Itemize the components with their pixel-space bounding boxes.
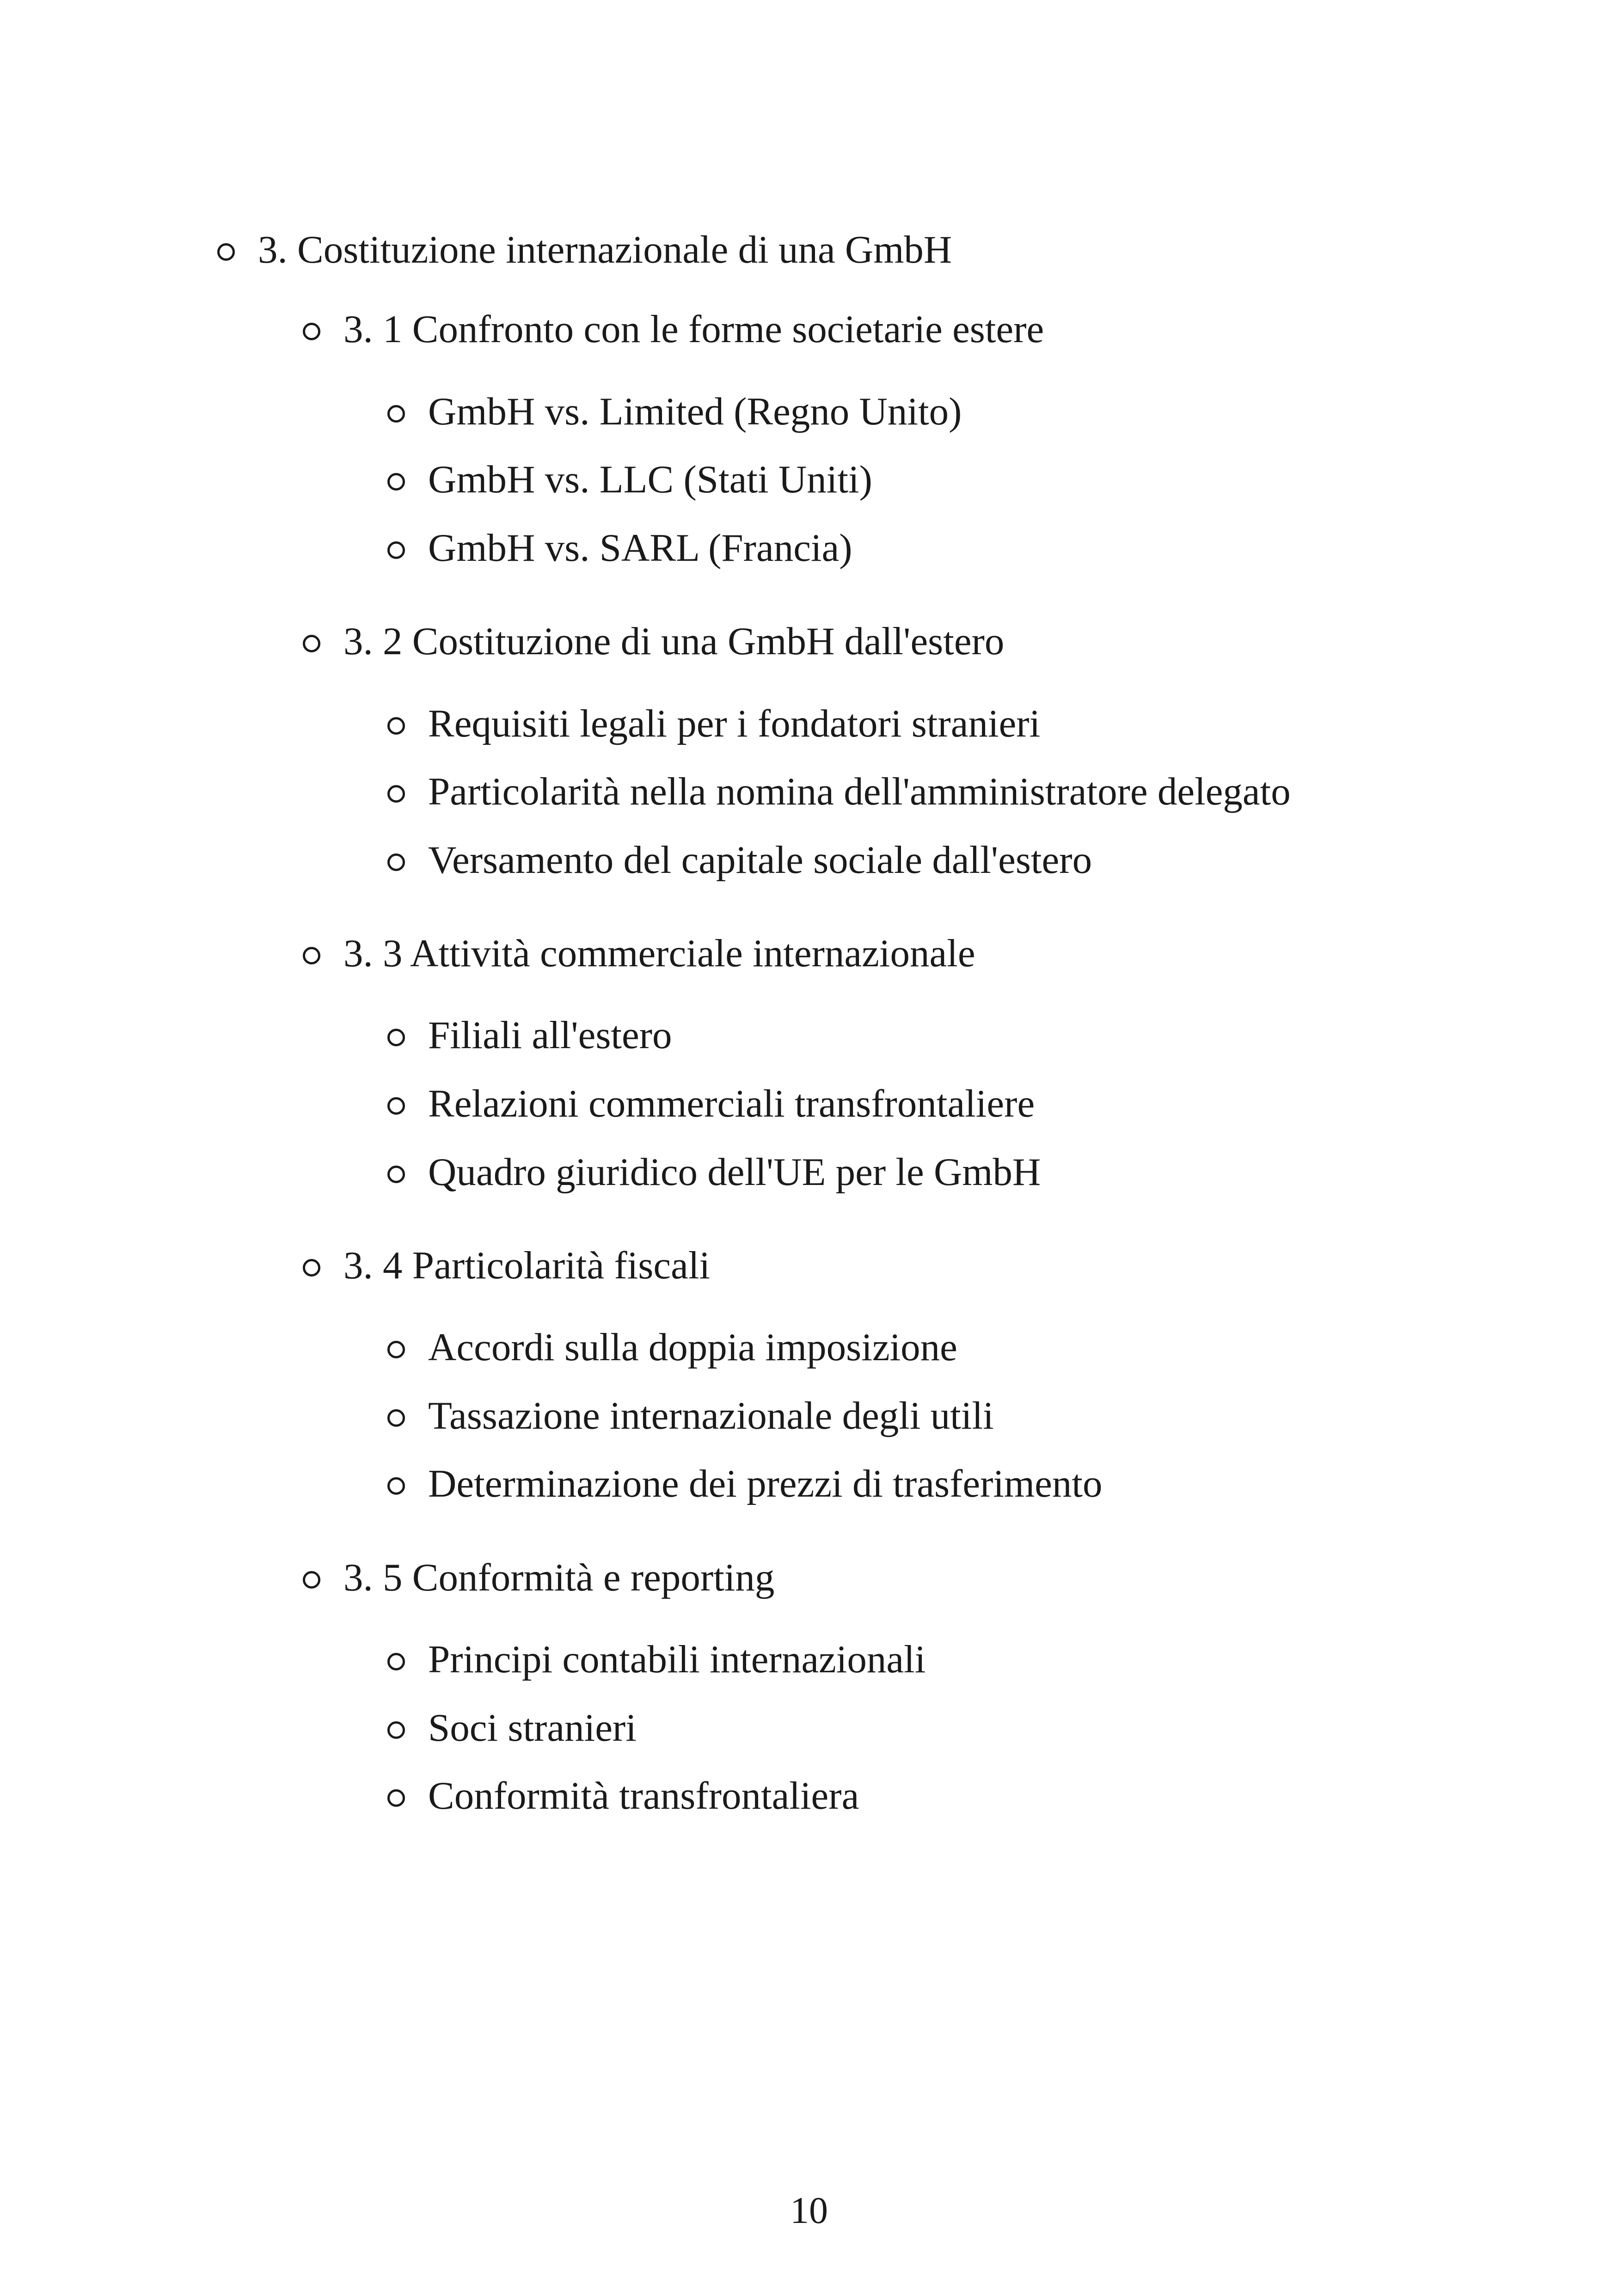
list-item-text: Requisiti legali per i fondatori stranieri bbox=[428, 702, 1041, 745]
hollow-bullet-icon bbox=[387, 1721, 405, 1739]
hollow-bullet-icon bbox=[387, 405, 405, 423]
list-item-text: Relazioni commerciali transfrontaliere bbox=[428, 1082, 1035, 1125]
section-title-3-2 bbox=[303, 622, 1004, 661]
list-item bbox=[387, 1150, 1041, 1194]
hollow-bullet-icon bbox=[387, 1409, 405, 1427]
hollow-bullet-icon bbox=[387, 541, 405, 559]
list-item bbox=[387, 1013, 672, 1057]
section-title-text: 3. 1 Confronto con le forme societarie estere bbox=[343, 307, 1044, 351]
page-number: 10 bbox=[790, 2189, 828, 2231]
list-item bbox=[387, 528, 852, 568]
list-item-text: Accordi sulla doppia imposizione bbox=[428, 1326, 957, 1369]
hollow-bullet-icon bbox=[387, 853, 405, 871]
hollow-bullet-icon bbox=[303, 635, 320, 652]
hollow-bullet-icon bbox=[387, 1789, 405, 1807]
list-item-text: GmbH vs. LLC (Stati Uniti) bbox=[428, 458, 872, 501]
list-item bbox=[387, 1464, 1103, 1504]
list-item bbox=[387, 1708, 637, 1748]
list-item bbox=[387, 392, 962, 431]
section-title-text: 3. 4 Particolarità fiscali bbox=[343, 1244, 711, 1287]
hollow-bullet-icon bbox=[303, 1259, 320, 1277]
list-item bbox=[387, 1328, 957, 1367]
list-item-text: Determinazione dei prezzi di trasferimento bbox=[428, 1462, 1103, 1505]
list-item bbox=[387, 1084, 1035, 1123]
hollow-bullet-icon bbox=[387, 1653, 405, 1670]
section-title-3-4 bbox=[303, 1246, 710, 1285]
hollow-bullet-icon bbox=[387, 1341, 405, 1358]
section-title-3-1 bbox=[303, 307, 1044, 351]
hollow-bullet-icon bbox=[387, 1477, 405, 1495]
hollow-bullet-icon bbox=[387, 785, 405, 803]
hollow-bullet-icon bbox=[303, 323, 320, 340]
hollow-bullet-icon bbox=[387, 1166, 405, 1183]
hollow-bullet-icon bbox=[303, 1571, 320, 1589]
outline-heading bbox=[217, 230, 952, 270]
section-title-text: 3. 3 Attività commerciale internazionale bbox=[343, 932, 975, 975]
list-item-text: Conformità transfrontaliera bbox=[428, 1774, 859, 1817]
hollow-bullet-icon bbox=[387, 717, 405, 735]
section-title-3-3 bbox=[303, 934, 975, 973]
list-item bbox=[387, 704, 1040, 743]
hollow-bullet-icon bbox=[387, 1029, 405, 1046]
list-item bbox=[387, 1640, 925, 1679]
list-item bbox=[387, 460, 872, 499]
list-item-text: Filiali all'estero bbox=[428, 1013, 672, 1057]
list-item bbox=[387, 838, 1092, 882]
hollow-bullet-icon bbox=[387, 1097, 405, 1115]
hollow-bullet-icon bbox=[217, 243, 235, 261]
list-item bbox=[387, 1776, 859, 1816]
outline-heading-text: 3. Costituzione internazionale di una GmbH bbox=[258, 228, 952, 271]
list-item-text: GmbH vs. SARL (Francia) bbox=[428, 526, 852, 570]
list-item-text: Soci stranieri bbox=[428, 1706, 637, 1750]
list-item bbox=[387, 1396, 994, 1436]
list-item-text: Particolarità nella nomina dell'amministratore delegato bbox=[428, 770, 1291, 813]
section-title-3-5 bbox=[303, 1558, 774, 1597]
list-item bbox=[387, 772, 1291, 811]
list-item-text: Tassazione internazionale degli utili bbox=[428, 1394, 994, 1437]
section-title-text: 3. 5 Conformità e reporting bbox=[343, 1556, 775, 1599]
list-item-text: Quadro giuridico dell'UE per le GmbH bbox=[428, 1150, 1041, 1194]
list-item-text: Versamento del capitale sociale dall'estero bbox=[428, 838, 1092, 882]
hollow-bullet-icon bbox=[303, 947, 320, 964]
hollow-bullet-icon bbox=[387, 473, 405, 491]
section-title-text: 3. 2 Costituzione di una GmbH dall'estero bbox=[343, 620, 1005, 663]
list-item-text: GmbH vs. Limited (Regno Unito) bbox=[428, 390, 962, 433]
list-item-text: Principi contabili internazionali bbox=[428, 1638, 926, 1681]
